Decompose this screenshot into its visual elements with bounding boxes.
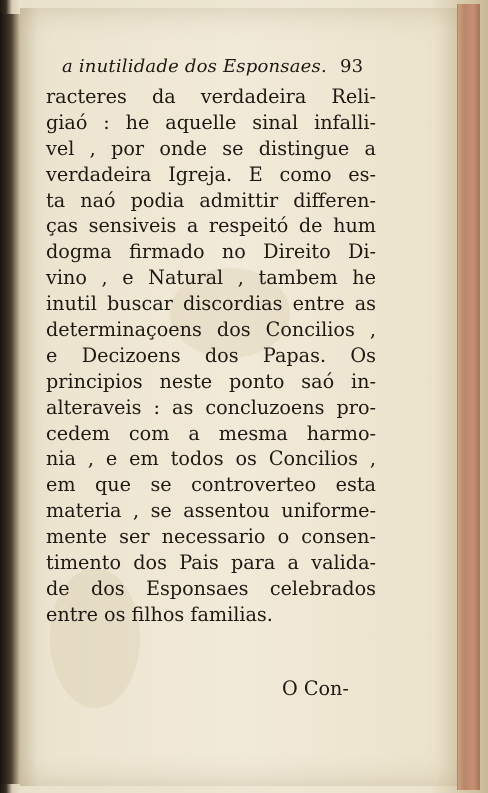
fore-edge [457,4,480,790]
text-line: e Decizoens dos Papas. Os [46,343,376,367]
text-line: nia , e em todos os Concilios , [46,447,376,471]
text-line: alteraveis : as concluzoens pro- [46,395,376,419]
text-line: timento dos Pais para a valida- [46,551,376,575]
text-line: ta naó podia admittir differen- [46,188,376,212]
text-line: ças sensiveis a respeitó de hum [46,214,376,238]
text-line: vel , por onde se distingue a [46,136,376,160]
text-line: mente ser necessario o consen- [46,525,376,549]
page-number: 93 [340,56,364,77]
text-line: giaó : he aquelle sinal infalli- [46,110,376,134]
text-line: inutil buscar discordias entre as [46,292,376,316]
running-head [62,56,392,77]
text-line: entre os filhos familias. [46,602,273,626]
body-text [46,84,376,628]
text-line: principios neste ponto saó in- [46,369,376,393]
catchword: O Con- [282,677,349,700]
text-line: cedem com a mesma harmo- [46,421,376,445]
text-line: dogma firmado no Direito Di- [46,240,376,264]
text-line: em que se controverteo esta [46,473,376,497]
text-line: racteres da verdadeira Reli- [46,85,376,108]
previous-page-marks: · · · · · · · [2,111,8,334]
text-line: verdadeira Igreja. E como es- [46,162,376,186]
text-line: de dos Esponsaes celebrados [46,576,376,600]
text-line: materia , se assentou uniforme- [46,499,376,523]
previous-page-edge [0,14,20,784]
text-line: vino , e Natural , tambem he [46,266,376,290]
running-head-title: a inutilidade dos Esponsaes. [62,56,327,77]
text-line: determinaçoens dos Concilios , [46,318,376,342]
